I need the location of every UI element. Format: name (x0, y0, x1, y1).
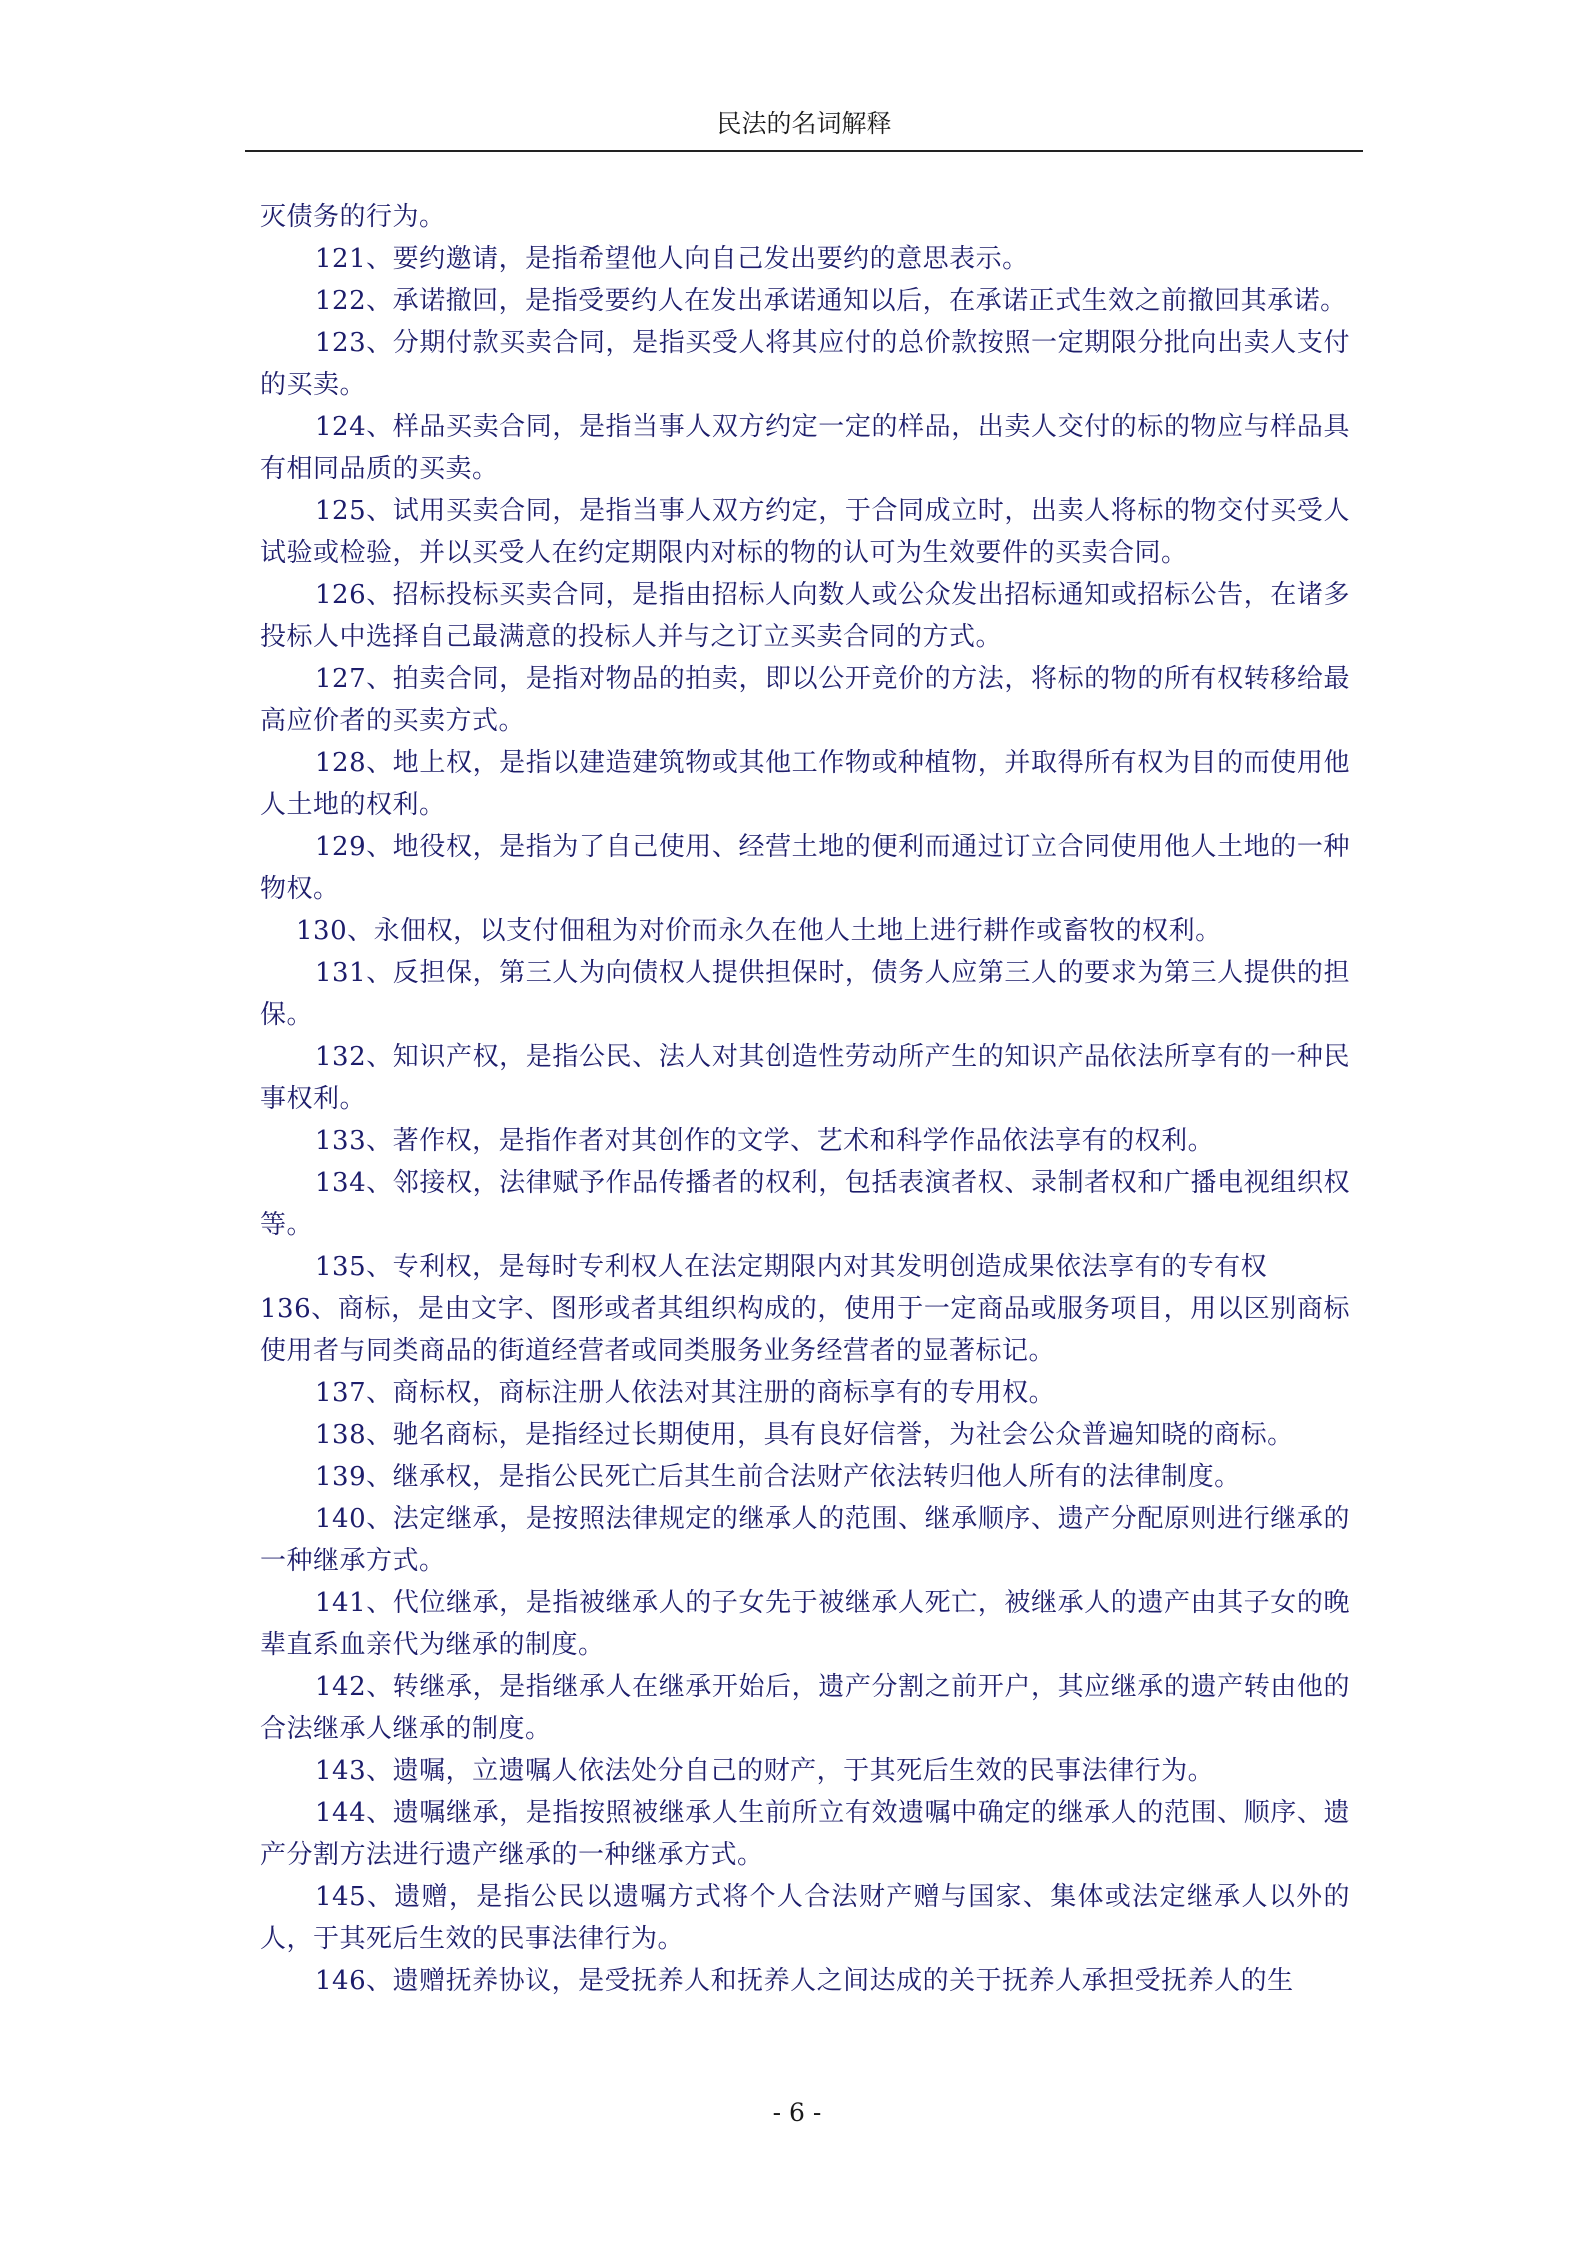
paragraph: 127、拍卖合同，是指对物品的拍卖，即以公开竞价的方法，将标的物的所有权转移给最高应价者的买卖方式。 (260, 664, 1350, 736)
paragraph: 126、招标投标买卖合同，是指由招标人向数人或公众发出招标通知或招标公告，在诸多投标人中选择自己最满意的投标人并与之订立买卖合同的方式。 (260, 580, 1350, 652)
paragraph: 131、反担保，第三人为向债权人提供担保时，债务人应第三人的要求为第三人提供的担保。 (260, 958, 1350, 1030)
paragraph: 130、永佃权，以支付佃租为对价而永久在他人土地上进行耕作或畜牧的权利。 (296, 916, 1222, 946)
paragraph: 123、分期付款买卖合同，是指买受人将其应付的总价款按照一定期限分批向出卖人支付的买卖。 (260, 328, 1350, 400)
paragraph: 137、商标权，商标注册人依法对其注册的商标享有的专用权。 (315, 1378, 1056, 1408)
page-header (245, 104, 1363, 152)
page-header-title: 民法的名词解释 (716, 109, 892, 138)
paragraph: 124、样品买卖合同，是指当事人双方约定一定的样品，出卖人交付的标的物应与样品具有相同品质的买卖。 (260, 412, 1350, 484)
paragraph: 146、遗赠抚养协议，是受抚养人和抚养人之间达成的关于抚养人承担受抚养人的生 (315, 1966, 1294, 1996)
paragraph: 121、要约邀请，是指希望他人向自己发出要约的意思表示。 (315, 244, 1029, 274)
paragraph: 140、法定继承，是按照法律规定的继承人的范围、继承顺序、遗产分配原则进行继承的一种继承方式。 (260, 1504, 1350, 1576)
paragraph: 133、著作权，是指作者对其创作的文学、艺术和科学作品依法享有的权利。 (315, 1126, 1215, 1156)
paragraph: 129、地役权，是指为了自己使用、经营土地的便利而通过订立合同使用他人土地的一种物权。 (260, 832, 1350, 904)
paragraph: 145、遗赠，是指公民以遗嘱方式将个人合法财产赠与国家、集体或法定继承人以外的人，于其死后生效的民事法律行为。 (260, 1882, 1350, 1954)
paragraph: 128、地上权，是指以建造建筑物或其他工作物或种植物，并取得所有权为目的而使用他人土地的权利。 (260, 748, 1350, 820)
paragraph: 134、邻接权，法律赋予作品传播者的权利，包括表演者权、录制者权和广播电视组织权等。 (260, 1168, 1350, 1240)
document-body (260, 196, 1350, 2002)
paragraph: 136、商标，是由文字、图形或者其组织构成的，使用于一定商品或服务项目，用以区别商标使用者与同类商品的街道经营者或同类服务业务经营者的显著标记。 (260, 1294, 1350, 1366)
page-footer (0, 2098, 1594, 2127)
paragraph: 135、专利权，是每时专利权人在法定期限内对其发明创造成果依法享有的专有权 (315, 1252, 1268, 1282)
paragraph: 122、承诺撤回，是指受要约人在发出承诺通知以后，在承诺正式生效之前撤回其承诺。 (315, 286, 1347, 316)
paragraph: 灭债务的行为。 (260, 202, 446, 232)
paragraph: 144、遗嘱继承，是指按照被继承人生前所立有效遗嘱中确定的继承人的范围、顺序、遗产分割方法进行遗产继承的一种继承方式。 (260, 1798, 1350, 1870)
paragraph: 138、驰名商标，是指经过长期使用，具有良好信誉，为社会公众普遍知晓的商标。 (315, 1420, 1294, 1450)
paragraph: 132、知识产权，是指公民、法人对其创造性劳动所产生的知识产品依法所享有的一种民事权利。 (260, 1042, 1350, 1114)
paragraph: 143、遗嘱，立遗嘱人依法处分自己的财产，于其死后生效的民事法律行为。 (315, 1756, 1215, 1786)
paragraph: 125、试用买卖合同，是指当事人双方约定，于合同成立时，出卖人将标的物交付买受人试验或检验，并以买受人在约定期限内对标的物的认可为生效要件的买卖合同。 (260, 496, 1350, 568)
paragraph: 141、代位继承，是指被继承人的子女先于被继承人死亡，被继承人的遗产由其子女的晚辈直系血亲代为继承的制度。 (260, 1588, 1350, 1660)
paragraph: 139、继承权，是指公民死亡后其生前合法财产依法转归他人所有的法律制度。 (315, 1462, 1241, 1492)
page-number: - 6 - (772, 2098, 822, 2127)
paragraph: 142、转继承，是指继承人在继承开始后，遗产分割之前开户，其应继承的遗产转由他的合法继承人继承的制度。 (260, 1672, 1350, 1744)
